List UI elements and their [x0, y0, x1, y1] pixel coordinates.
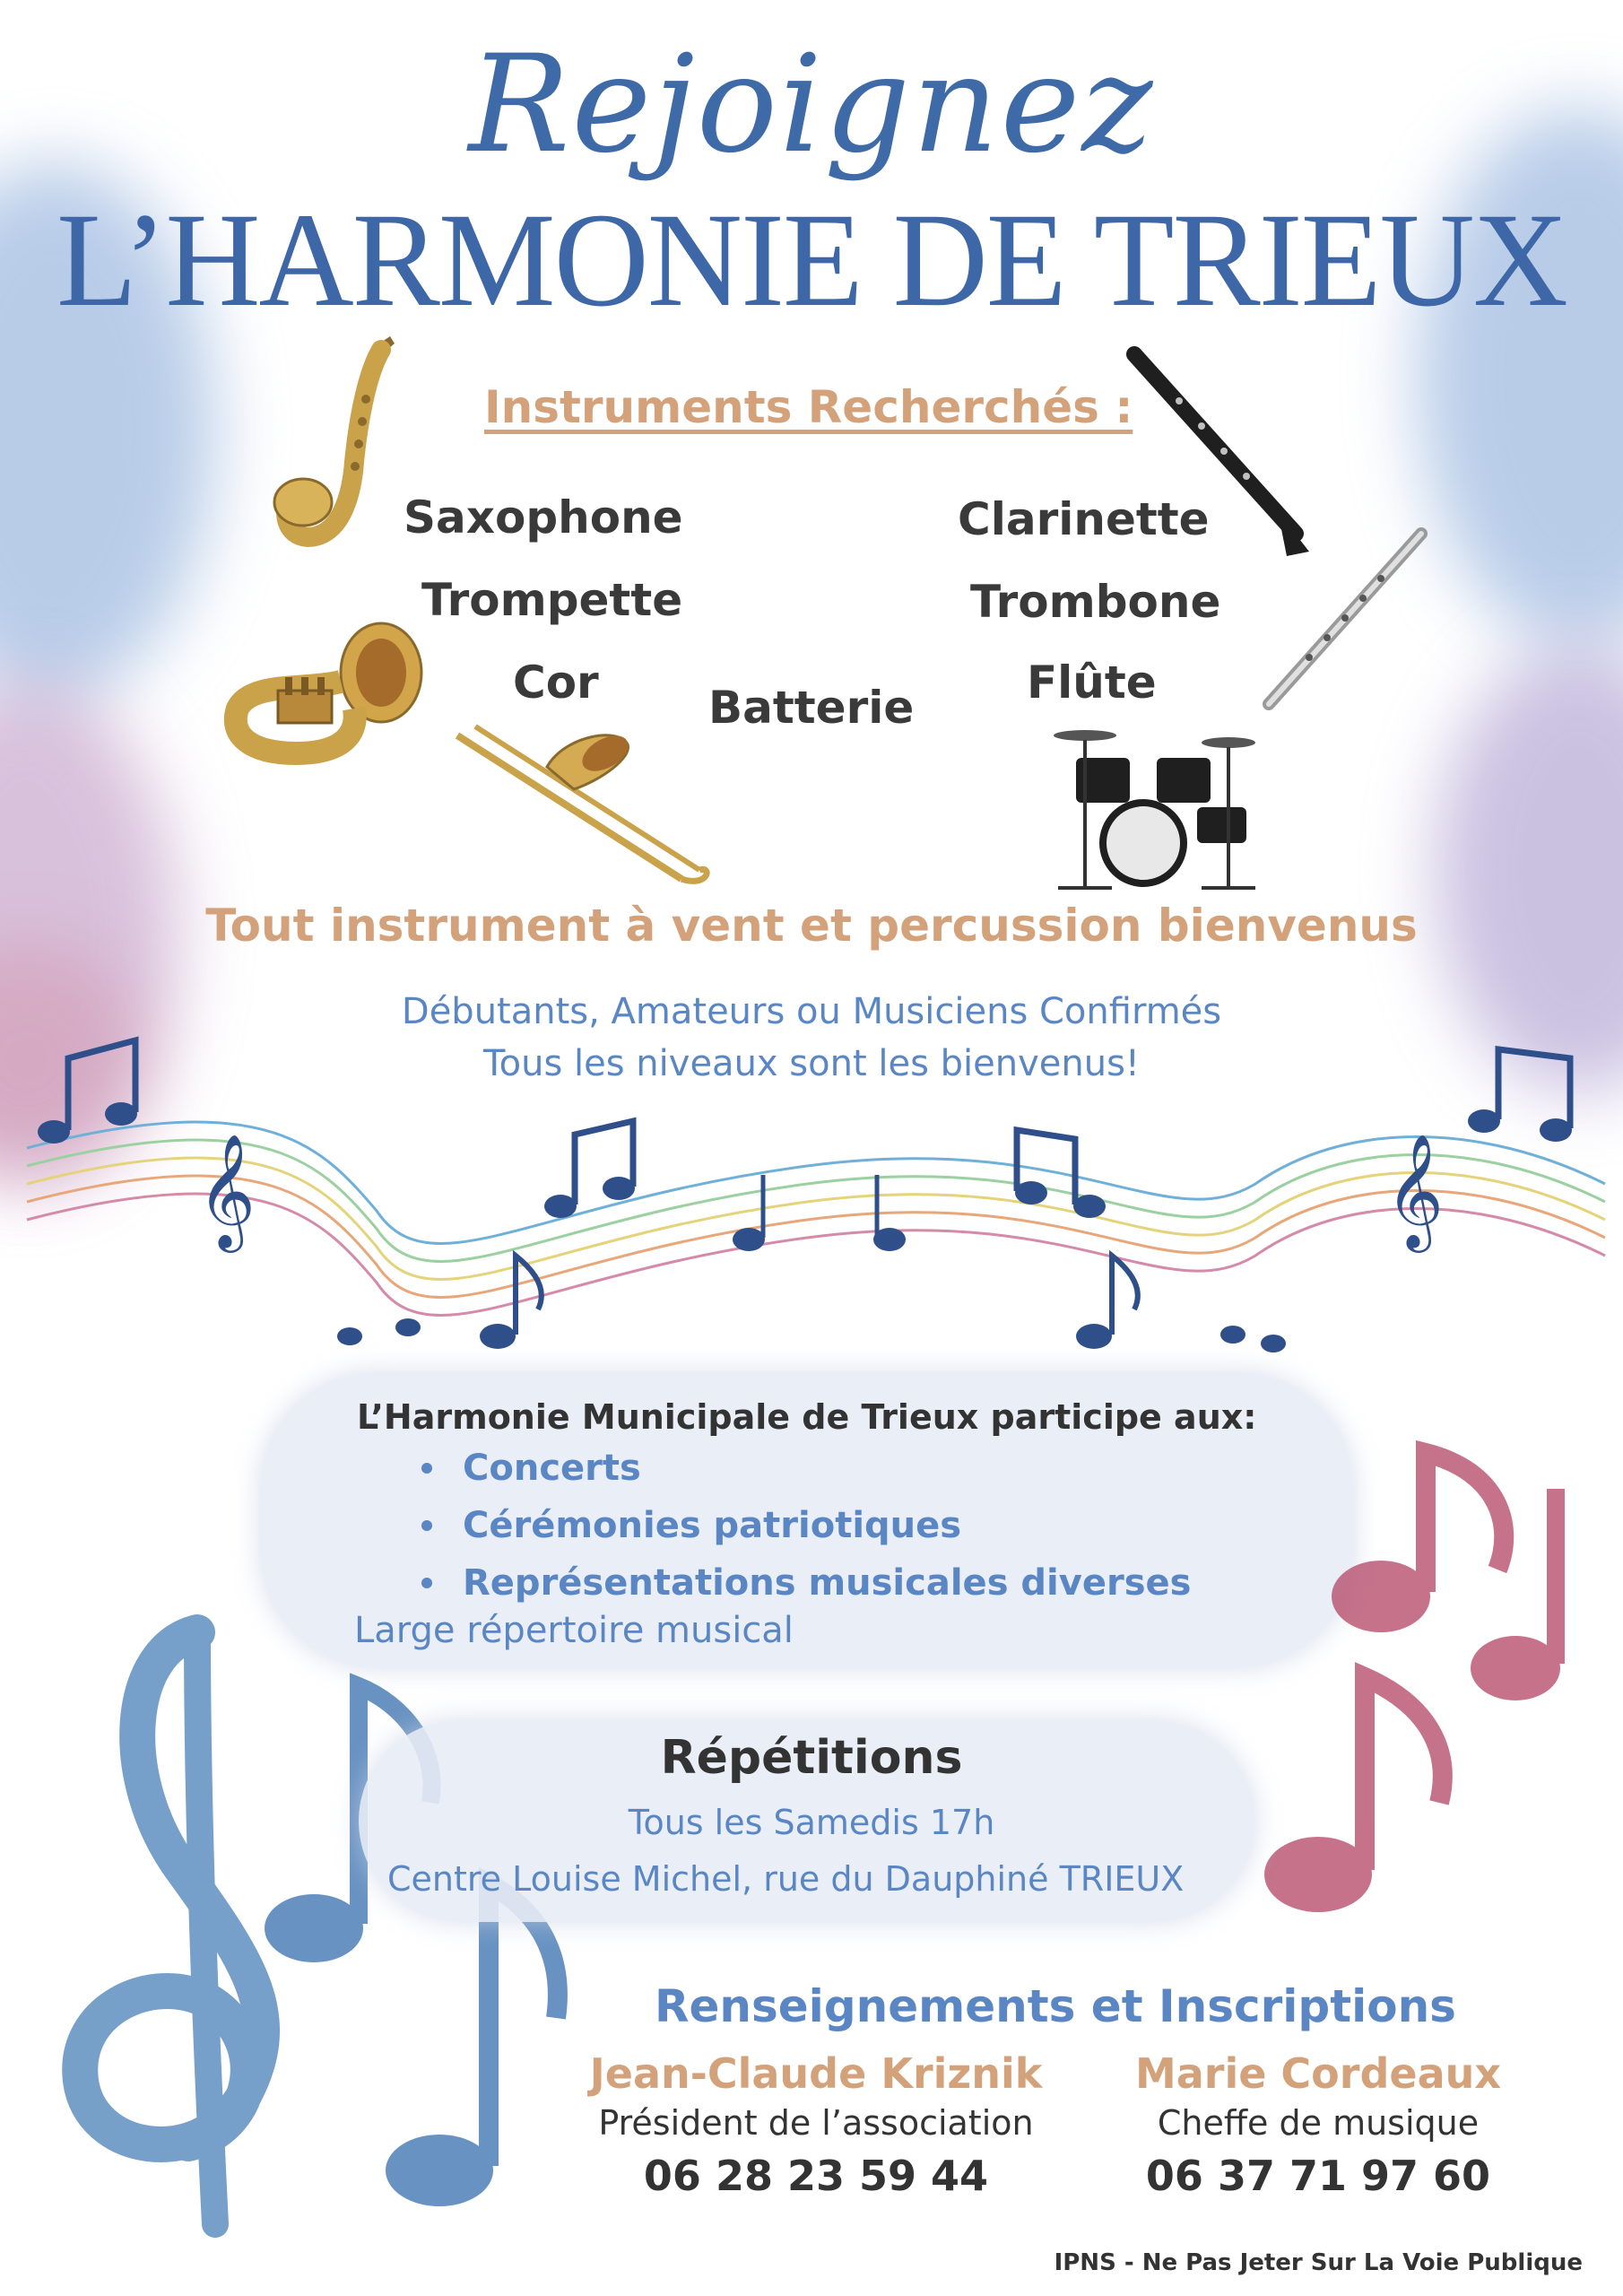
bullet-icon	[421, 1520, 432, 1531]
contact-phone[interactable]: 06 37 71 97 60	[1145, 2152, 1491, 2200]
participation-list	[421, 1439, 1191, 1612]
instrument-flute: Flûte	[1027, 657, 1157, 709]
saxophone-icon	[269, 336, 404, 570]
footer-ipns: IPNS - Ne Pas Jeter Sur La Voie Publique	[1054, 2249, 1583, 2276]
participation-item	[421, 1439, 1191, 1497]
svg-text:𝄞: 𝄞	[1385, 1133, 1445, 1248]
rehearsals-heading: Répétitions	[660, 1731, 963, 1785]
drum-kit-icon	[1031, 718, 1264, 897]
title-main: L’HARMONIE DE TRIEUX	[56, 186, 1567, 335]
bullet-icon	[421, 1463, 432, 1474]
contact-role: Cheffe de musique	[1157, 2103, 1480, 2143]
instruments-heading: Instruments Recherchés :	[484, 381, 1133, 433]
instrument-trombone: Trombone	[970, 576, 1221, 628]
contact-name: Marie Cordeaux	[1134, 2049, 1502, 2098]
title-script: Rejoignez	[468, 27, 1155, 183]
rehearsals-where: Centre Louise Michel, rue du Dauphiné TRIEUX	[387, 1859, 1185, 1899]
participation-item	[421, 1497, 1191, 1554]
trombone-icon	[448, 718, 717, 897]
contact-card-conductor	[1103, 2049, 1533, 2200]
participation-note: Large répertoire musical	[354, 1610, 794, 1651]
pink-notes-decoration	[1228, 1435, 1614, 1937]
contact-phone[interactable]: 06 28 23 59 44	[643, 2152, 989, 2200]
rehearsals-when: Tous les Samedis 17h	[628, 1803, 995, 1842]
svg-text:𝄞: 𝄞	[197, 1133, 256, 1248]
levels-line-1: Débutants, Amateurs ou Musiciens Confirmés	[401, 991, 1222, 1032]
treble-clef-decoration	[18, 1596, 574, 2278]
levels-line-2: Tous les niveaux sont les bienvenus!	[483, 1043, 1140, 1084]
instrument-saxophone: Saxophone	[404, 491, 683, 544]
contact-name: Jean-Claude Kriznik	[589, 2049, 1043, 2098]
instrument-trompette: Trompette	[421, 574, 683, 626]
music-staff-decoration	[0, 1031, 1623, 1408]
instrument-cor: Cor	[513, 657, 599, 709]
participation-intro: L’Harmonie Municipale de Trieux participe aux:	[357, 1397, 1257, 1437]
welcome-tagline: Tout instrument à vent et percussion bienvenus	[205, 900, 1418, 952]
bullet-label: Cérémonies patriotiques	[463, 1505, 962, 1546]
bullet-icon	[421, 1578, 432, 1588]
instrument-batterie: Batterie	[708, 682, 915, 734]
contacts-heading: Renseignements et Inscriptions	[655, 1980, 1456, 2032]
contact-role: Président de l’association	[598, 2103, 1034, 2143]
flute-icon	[1255, 525, 1435, 718]
euphonium-icon	[215, 619, 430, 771]
bullet-label: Représentations musicales diverses	[463, 1562, 1192, 1604]
bullet-label: Concerts	[463, 1448, 641, 1489]
contact-card-president	[547, 2049, 1085, 2200]
instrument-clarinette: Clarinette	[958, 493, 1210, 545]
